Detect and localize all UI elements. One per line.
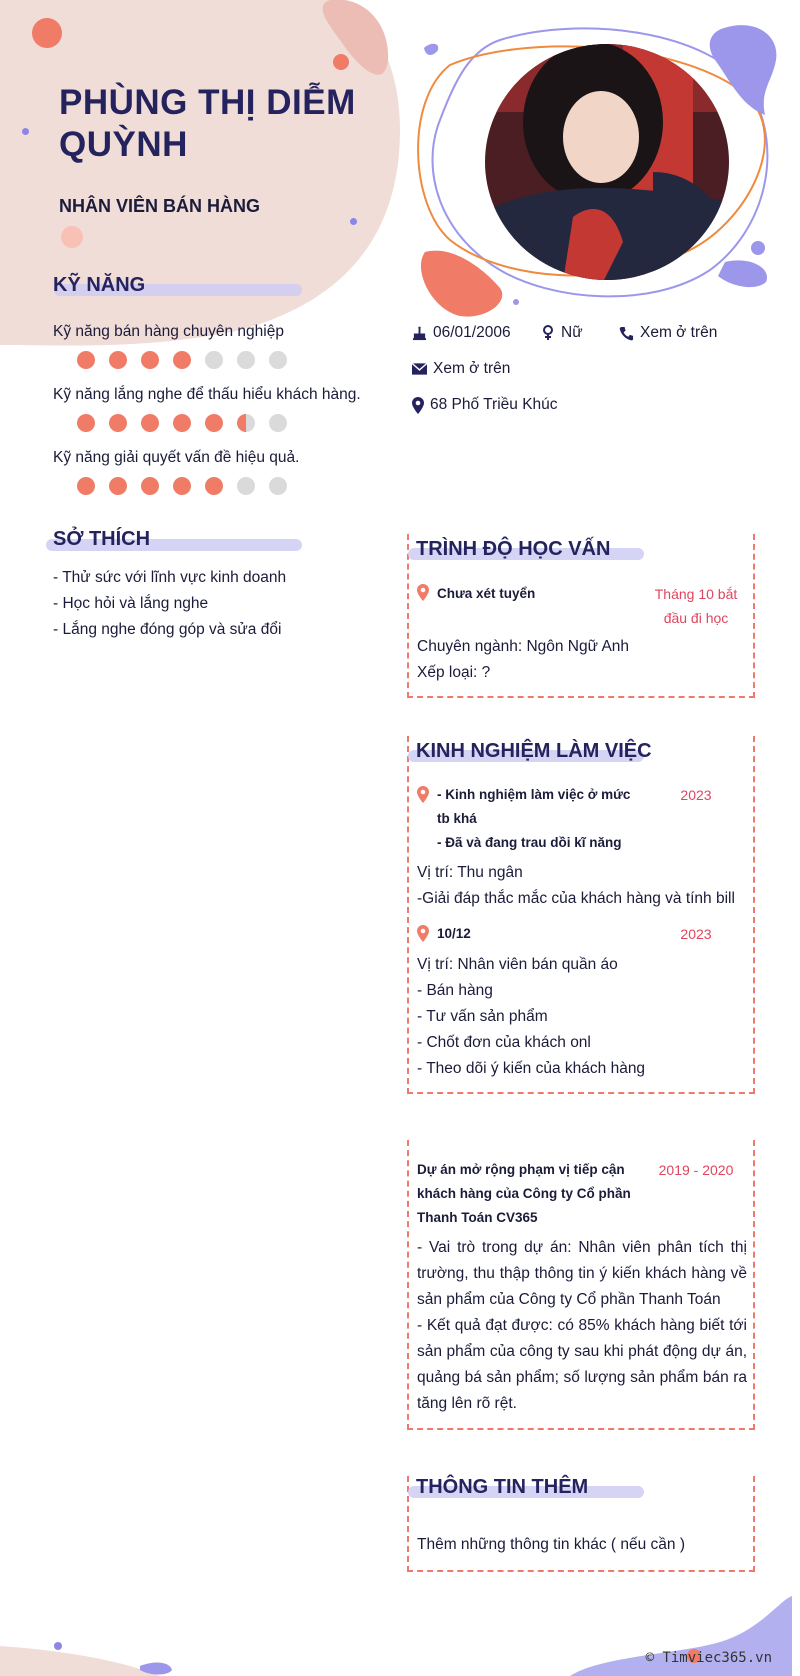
education-title: TRÌNH ĐỘ HỌC VẤN — [416, 538, 611, 560]
email-row — [412, 360, 510, 378]
skill-dot — [109, 477, 127, 495]
skill-dot — [237, 477, 255, 495]
location-pin-icon — [417, 925, 429, 942]
phone-row — [619, 324, 717, 342]
gender-icon — [541, 325, 555, 341]
company-line: - Đã và đang trau dồi kĩ năng — [437, 835, 622, 850]
skill-dot — [269, 414, 287, 432]
skill-dot — [141, 351, 159, 369]
skill-dot — [205, 477, 223, 495]
background-blob — [0, 0, 420, 360]
birthday-row — [412, 324, 511, 342]
skill-dot — [205, 414, 223, 432]
skill-label: Kỹ năng giải quyết vấn đề hiệu quả. — [53, 449, 300, 466]
skill-dot — [237, 351, 255, 369]
phone-value: Xem ở trên — [640, 324, 718, 341]
skill-rating — [77, 351, 287, 369]
location-pin-icon — [417, 584, 429, 601]
location-pin-icon — [417, 786, 429, 803]
experience-date: 2023 — [680, 926, 712, 942]
project-description: - Vai trò trong dự án: Nhân viên phân tích thị trường, thu thập thông tin ý kiến khách hàng về sản phẩm của Công ty Cổ phần Thanh Toán — [417, 1239, 747, 1308]
address-value: 68 Phố Triều Khúc — [430, 396, 558, 413]
project-name-line: khách hàng của Công ty Cổ phần — [417, 1186, 631, 1201]
gender-row — [541, 324, 583, 342]
skill-label: Kỹ năng bán hàng chuyên nghiệp — [53, 323, 284, 340]
skill-dot — [173, 351, 191, 369]
project-result: - Kết quả đạt được: có 85% khách hàng biết tới sản phẩm của công ty sau khi phát động dự án, quảng bá sản phẩm; số lượng sản phẩm bán ra tăng lên rõ rệt. — [417, 1317, 747, 1412]
experience-detail: - Bán hàng — [417, 982, 493, 999]
email-value: Xem ở trên — [433, 360, 511, 377]
decor-circle — [333, 54, 349, 70]
job-title: NHÂN VIÊN BÁN HÀNG — [59, 196, 261, 216]
education-major: Chuyên ngành: Ngôn Ngữ Anh — [417, 638, 630, 655]
experience-detail: Vị trí: Nhân viên bán quần áo — [417, 956, 618, 973]
location-pin-icon — [412, 397, 424, 414]
decor-circle — [32, 18, 62, 48]
address-row — [412, 396, 558, 414]
avatar-photo — [483, 42, 731, 282]
experience-company: 10/12 — [437, 926, 471, 941]
skill-dot — [77, 414, 95, 432]
decor-dot — [22, 128, 29, 135]
experience-detail: Vị trí: Thu ngân — [417, 864, 523, 881]
project-name-line: Thanh Toán CV365 — [417, 1210, 538, 1225]
envelope-icon — [412, 363, 427, 375]
education-date-line: Tháng 10 bắt — [654, 586, 738, 602]
project-name — [417, 1158, 631, 1230]
experience-company — [437, 783, 630, 855]
hobby-item: - Thử sức với lĩnh vực kinh doanh — [53, 569, 287, 586]
project-name-line: Dự án mở rộng phạm vị tiếp cận — [417, 1162, 625, 1177]
skill-dot — [141, 414, 159, 432]
education-rank: Xếp loại: ? — [417, 664, 491, 681]
skill-dot — [77, 477, 95, 495]
company-line: tb khá — [437, 811, 477, 826]
skill-dot — [269, 351, 287, 369]
decor-dot — [350, 218, 357, 225]
footer-credit: © Timviec365.vn — [645, 1650, 772, 1666]
education-date-line: đầu đi học — [663, 610, 729, 626]
candidate-name: PHÙNG THỊ DIỄM QUỲNH — [59, 83, 356, 164]
experience-detail: - Theo dõi ý kiến của khách hàng — [417, 1060, 646, 1077]
extra-info-title: THÔNG TIN THÊM — [416, 1476, 589, 1498]
hobby-item: - Học hỏi và lắng nghe — [53, 595, 209, 612]
skills-title: KỸ NĂNG — [53, 274, 146, 296]
hobby-item: - Lắng nghe đóng góp và sửa đổi — [53, 621, 282, 638]
skill-dot — [269, 477, 287, 495]
skill-rating — [77, 477, 287, 495]
skill-rating — [77, 414, 287, 432]
phone-icon — [619, 326, 634, 341]
skill-dot — [237, 414, 255, 432]
skill-dot — [205, 351, 223, 369]
gender-value: Nữ — [561, 324, 583, 341]
skill-dot — [109, 351, 127, 369]
experience-date: 2023 — [680, 787, 712, 803]
skill-dot — [173, 414, 191, 432]
experience-detail: - Tư vấn sản phẩm — [417, 1008, 548, 1025]
skill-dot — [109, 414, 127, 432]
company-line: - Kinh nghiệm làm việc ở mức — [437, 787, 631, 802]
education-date — [640, 582, 752, 630]
experience-detail: -Giải đáp thắc mắc của khách hàng và tính bill — [417, 890, 735, 907]
skill-dot — [173, 477, 191, 495]
skill-label: Kỹ năng lắng nghe để thấu hiểu khách hàng. — [53, 386, 361, 403]
skill-dot — [77, 351, 95, 369]
cake-icon — [412, 326, 427, 341]
experience-title: KINH NGHIỆM LÀM VIỆC — [416, 740, 652, 762]
experience-detail: - Chốt đơn của khách onl — [417, 1034, 591, 1051]
school-name: Chưa xét tuyển — [437, 586, 536, 601]
decor-circle — [61, 226, 83, 248]
hobbies-title: SỞ THÍCH — [53, 528, 151, 550]
extra-info-text: Thêm những thông tin khác ( nếu cần ) — [417, 1536, 686, 1553]
birthday-value: 06/01/2006 — [433, 324, 511, 341]
project-date: 2019 - 2020 — [658, 1162, 734, 1178]
skill-dot — [141, 477, 159, 495]
